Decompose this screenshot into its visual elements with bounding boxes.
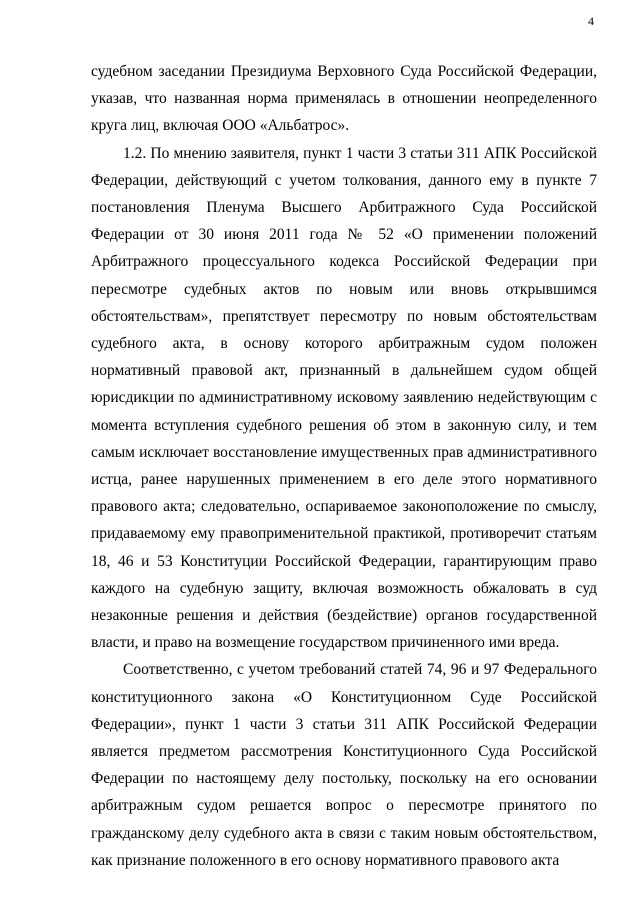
- paragraph-subject-of-review: Соответственно, с учетом требований статей 74, 96 и 97 Федерального конституционного закона «О Конституционном Суде Российской Федерации», пункт 1 части 3 статьи 311 АПК Российской Федерации является предметом рассмотрения Конституционного Суда Российской Федерации по настоящему делу постольку, поскольку на его основании арбитражным судом решается вопрос о пересмотре принятого по гражданскому делу судебного акта в связи с таким новым обстоятельством, как признание положенного в его основу нормативного правового акта: [91, 661, 597, 869]
- page-number: 4: [588, 14, 594, 28]
- paragraph-applicant-opinion: 1.2. По мнению заявителя, пункт 1 части 3 статьи 311 АПК Российской Федерации, действующий с учетом толкования, данного ему в пункте 7 постановления Пленума Высшего Арбитражного Суда Российской Федерации от 30 июня 2011 года № 52 «О применении положений Арбитражного процессуального кодекса Российской Федерации при пересмотре судебных актов по новым или вновь открывшимся обстоятельствам», препятствует пересмотру по новым обстоятельствам судебного акта, в основу которого арбитражным судом положен нормативный правовой акт, признанный в дальнейшем судом общей юрисдикции по административному исковому заявлению недействующим с момента вступления судебного решения об этом в законную силу, и тем самым исключает восстановление имущественных прав административного истца, ранее нарушенных применением в его деле этого нормативного правового акта; следовательно, оспариваемое законоположение по смыслу, придаваемому ему правоприменительной практикой, противоречит статьям 18, 46 и 53 Конституции Российской Федерации, гарантирующим право каждого на судебную защиту, включая возможность обжаловать в суд незаконные решения и действия (бездействие) органов государственной власти, и право на возмещение государством причиненного ими вреда.: [91, 144, 597, 652]
- paragraph-continuation: судебном заседании Президиума Верховного Суда Российской Федерации, указав, что названная норма применялась в отношении неопределенного круга лиц, включая ООО «Альбатрос».: [91, 63, 597, 135]
- document-body: [91, 58, 597, 874]
